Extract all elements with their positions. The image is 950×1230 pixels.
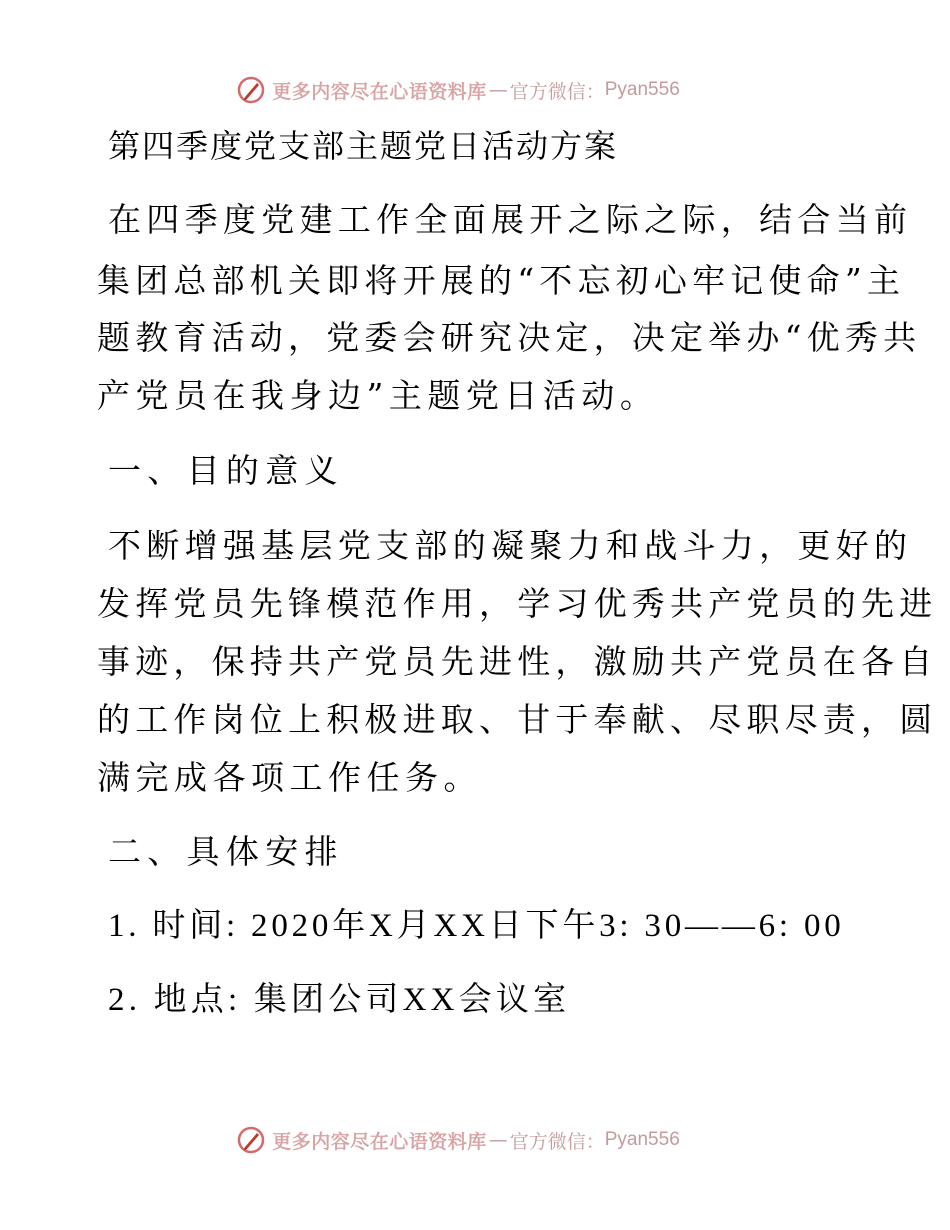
section1-line-2: 发挥党员先锋模范作用，学习优秀共产党员的先进 — [97, 584, 938, 623]
intro-line-2: 集团总部机关即将开展的“不忘初心牢记使命”主 — [97, 261, 906, 300]
section1-line-4: 的工作岗位上积极进取、甘于奉献、尽职尽责，圆 — [97, 700, 938, 739]
watermark-official-label: 官方微信： — [509, 80, 605, 103]
section1-line-5: 满完成各项工作任务。 — [97, 758, 482, 797]
section2-heading: 二、具体安排 — [108, 832, 344, 871]
watermark-main-text: 更多内容尽在心语资料库 — [272, 80, 487, 103]
pen-logo-icon — [236, 1125, 266, 1155]
header-watermark — [0, 70, 950, 110]
watermark-wechat-id: Pyan556 — [604, 79, 680, 100]
schedule-location: 2. 地点: 集团公司XX会议室 — [108, 982, 571, 1018]
watermark-main-text: 更多内容尽在心语资料库 — [272, 1130, 487, 1153]
watermark-wechat-id: Pyan556 — [604, 1129, 680, 1150]
section1-line-3: 事迹，保持共产党员先进性，激励共产党员在各自 — [97, 642, 938, 681]
section1-line-1: 不断增强基层党支部的凝聚力和战斗力，更好的 — [108, 526, 913, 565]
section1-heading: 一、目的意义 — [108, 451, 344, 490]
intro-line-1: 在四季度党建工作全面展开之际之际，结合当前 — [108, 200, 913, 239]
document-title: 第四季度党支部主题党日活动方案 — [108, 127, 619, 165]
intro-line-3: 题教育活动，党委会研究决定，决定举办“优秀共 — [97, 318, 922, 357]
footer-watermark — [0, 1120, 950, 1160]
watermark-official-label: 官方微信： — [509, 1130, 605, 1153]
pen-logo-icon — [236, 75, 266, 105]
watermark-dash: — — [488, 79, 508, 101]
schedule-time: 1. 时间: 2020年X月XX日下午3: 30——6: 00 — [108, 908, 845, 944]
intro-line-4: 产党员在我身边”主题党日活动。 — [97, 376, 659, 415]
watermark-dash: — — [488, 1129, 508, 1151]
